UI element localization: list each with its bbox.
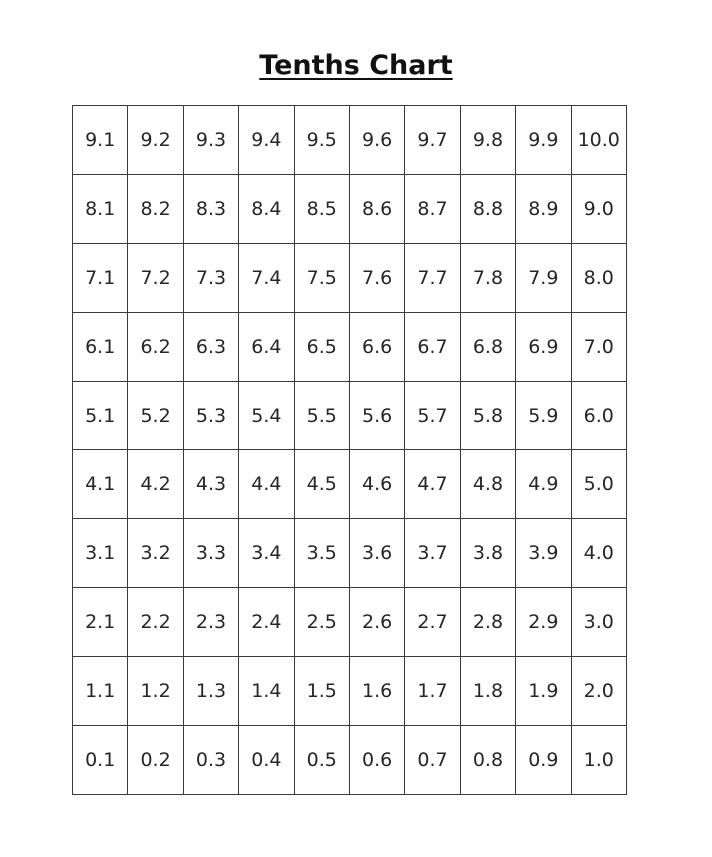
- grid-cell: 6.9: [516, 312, 571, 381]
- grid-cell: 8.9: [516, 174, 571, 243]
- grid-row: [73, 106, 627, 175]
- grid-cell: 5.1: [73, 381, 128, 450]
- grid-cell: 0.4: [239, 726, 294, 795]
- grid-cell: 9.5: [294, 106, 349, 175]
- grid-cell: 5.8: [460, 381, 515, 450]
- tenths-grid: [72, 105, 627, 795]
- grid-cell: 5.9: [516, 381, 571, 450]
- page-title: [0, 46, 712, 86]
- grid-cell: 1.3: [183, 657, 238, 726]
- grid-cell: 3.1: [73, 519, 128, 588]
- grid-cell: 2.9: [516, 588, 571, 657]
- grid-cell: 3.7: [405, 519, 460, 588]
- grid-cell: 0.6: [349, 726, 404, 795]
- grid-cell: 2.7: [405, 588, 460, 657]
- grid-cell: 9.0: [571, 174, 626, 243]
- grid-cell: 6.5: [294, 312, 349, 381]
- grid-cell: 8.3: [183, 174, 238, 243]
- grid-cell: 1.8: [460, 657, 515, 726]
- grid-row: [73, 312, 627, 381]
- grid-cell: 5.6: [349, 381, 404, 450]
- grid-cell: 1.1: [73, 657, 128, 726]
- grid-cell: 7.6: [349, 243, 404, 312]
- grid-cell: 0.9: [516, 726, 571, 795]
- grid-cell: 4.9: [516, 450, 571, 519]
- grid-cell: 4.1: [73, 450, 128, 519]
- grid-cell: 8.5: [294, 174, 349, 243]
- grid-row: [73, 657, 627, 726]
- grid-cell: 9.1: [73, 106, 128, 175]
- grid-cell: 2.4: [239, 588, 294, 657]
- grid-cell: 0.2: [128, 726, 183, 795]
- grid-cell: 3.3: [183, 519, 238, 588]
- grid-row: [73, 519, 627, 588]
- grid-cell: 0.7: [405, 726, 460, 795]
- grid-cell: 9.6: [349, 106, 404, 175]
- grid-cell: 3.0: [571, 588, 626, 657]
- grid-cell: 8.8: [460, 174, 515, 243]
- grid-cell: 3.2: [128, 519, 183, 588]
- grid-cell: 6.2: [128, 312, 183, 381]
- grid-cell: 9.2: [128, 106, 183, 175]
- grid-cell: 3.8: [460, 519, 515, 588]
- grid-cell: 6.4: [239, 312, 294, 381]
- grid-cell: 5.3: [183, 381, 238, 450]
- grid-cell: 8.2: [128, 174, 183, 243]
- grid-row: [73, 174, 627, 243]
- grid-cell: 8.6: [349, 174, 404, 243]
- grid-cell: 2.6: [349, 588, 404, 657]
- grid-cell: 1.7: [405, 657, 460, 726]
- grid-cell: 8.0: [571, 243, 626, 312]
- grid-row: [73, 450, 627, 519]
- grid-cell: 3.9: [516, 519, 571, 588]
- grid-cell: 10.0: [571, 106, 626, 175]
- grid-cell: 3.6: [349, 519, 404, 588]
- grid-cell: 4.0: [571, 519, 626, 588]
- grid-cell: 0.8: [460, 726, 515, 795]
- grid-cell: 5.0: [571, 450, 626, 519]
- grid-cell: 0.1: [73, 726, 128, 795]
- grid-cell: 1.9: [516, 657, 571, 726]
- grid-row: [73, 588, 627, 657]
- grid-row: [73, 726, 627, 795]
- grid-cell: 6.6: [349, 312, 404, 381]
- grid-cell: 8.7: [405, 174, 460, 243]
- grid-cell: 4.5: [294, 450, 349, 519]
- grid-cell: 5.7: [405, 381, 460, 450]
- grid-cell: 1.5: [294, 657, 349, 726]
- grid-cell: 7.3: [183, 243, 238, 312]
- grid-row: [73, 243, 627, 312]
- grid-cell: 9.8: [460, 106, 515, 175]
- grid-cell: 2.0: [571, 657, 626, 726]
- grid-cell: 7.5: [294, 243, 349, 312]
- grid-cell: 2.8: [460, 588, 515, 657]
- grid-cell: 6.0: [571, 381, 626, 450]
- grid-cell: 8.4: [239, 174, 294, 243]
- tenths-grid-body: [73, 106, 627, 795]
- grid-cell: 1.2: [128, 657, 183, 726]
- grid-cell: 9.3: [183, 106, 238, 175]
- grid-cell: 4.4: [239, 450, 294, 519]
- grid-cell: 8.1: [73, 174, 128, 243]
- grid-cell: 7.1: [73, 243, 128, 312]
- grid-cell: 3.4: [239, 519, 294, 588]
- grid-cell: 9.9: [516, 106, 571, 175]
- grid-cell: 2.2: [128, 588, 183, 657]
- grid-cell: 6.7: [405, 312, 460, 381]
- grid-cell: 0.5: [294, 726, 349, 795]
- grid-cell: 7.4: [239, 243, 294, 312]
- grid-cell: 5.5: [294, 381, 349, 450]
- grid-cell: 0.3: [183, 726, 238, 795]
- grid-cell: 2.1: [73, 588, 128, 657]
- grid-cell: 2.5: [294, 588, 349, 657]
- grid-cell: 6.3: [183, 312, 238, 381]
- grid-cell: 5.4: [239, 381, 294, 450]
- grid-cell: 4.8: [460, 450, 515, 519]
- grid-cell: 7.2: [128, 243, 183, 312]
- grid-cell: 4.7: [405, 450, 460, 519]
- grid-cell: 4.6: [349, 450, 404, 519]
- page-title-text: Tenths Chart: [259, 50, 453, 81]
- grid-cell: 6.1: [73, 312, 128, 381]
- grid-cell: 3.5: [294, 519, 349, 588]
- grid-cell: 5.2: [128, 381, 183, 450]
- grid-cell: 1.0: [571, 726, 626, 795]
- grid-cell: 7.8: [460, 243, 515, 312]
- grid-row: [73, 381, 627, 450]
- grid-cell: 1.6: [349, 657, 404, 726]
- grid-cell: 9.4: [239, 106, 294, 175]
- grid-cell: 7.9: [516, 243, 571, 312]
- grid-cell: 6.8: [460, 312, 515, 381]
- grid-cell: 7.0: [571, 312, 626, 381]
- grid-cell: 2.3: [183, 588, 238, 657]
- grid-cell: 1.4: [239, 657, 294, 726]
- grid-cell: 9.7: [405, 106, 460, 175]
- grid-cell: 4.3: [183, 450, 238, 519]
- grid-cell: 4.2: [128, 450, 183, 519]
- grid-cell: 7.7: [405, 243, 460, 312]
